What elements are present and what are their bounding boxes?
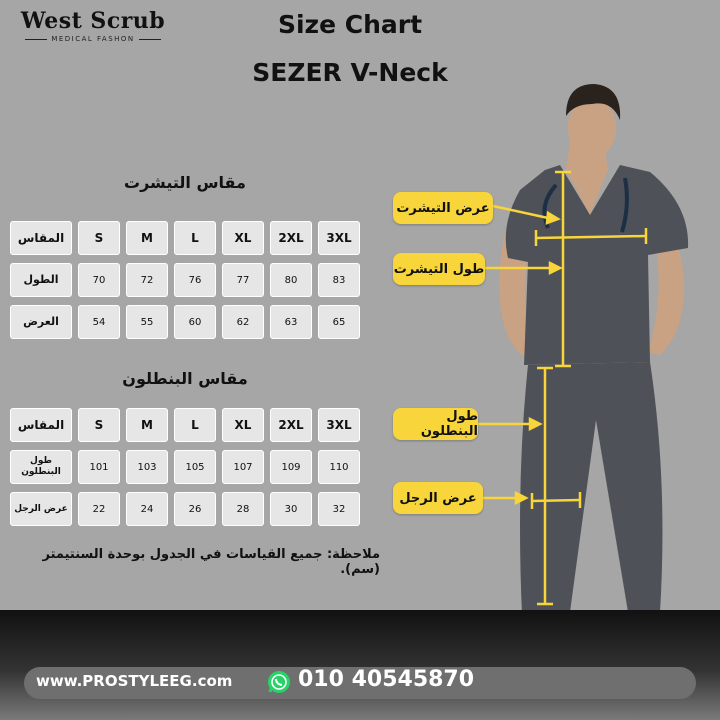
row-label-pants-length: طول البنطلون xyxy=(10,450,72,484)
table-cell: 107 xyxy=(222,450,264,484)
table-cell: 55 xyxy=(126,305,168,339)
page-title: Size Chart xyxy=(277,10,423,39)
table-cell: 26 xyxy=(174,492,216,526)
row-label-length: الطول xyxy=(10,263,72,297)
table-cell: 22 xyxy=(78,492,120,526)
callout-shirt-width: عرض التيشرت xyxy=(393,192,493,224)
size-column-header: 3XL xyxy=(318,221,360,255)
row-label-width: العرض xyxy=(10,305,72,339)
table-cell: 62 xyxy=(222,305,264,339)
table-cell: 101 xyxy=(78,450,120,484)
size-column-header: XL xyxy=(222,221,264,255)
footer-bar xyxy=(0,610,720,720)
table-cell: 28 xyxy=(222,492,264,526)
size-column-header: L xyxy=(174,221,216,255)
table-cell: 70 xyxy=(78,263,120,297)
table-cell: 63 xyxy=(270,305,312,339)
size-header-cell: المقاس xyxy=(10,221,72,255)
table-cell: 83 xyxy=(318,263,360,297)
size-column-header: 2XL xyxy=(270,408,312,442)
model-illustration xyxy=(499,84,690,648)
phone-number[interactable]: 010 40545870 xyxy=(298,667,475,692)
table-cell: 60 xyxy=(174,305,216,339)
product-name: SEZER V-Neck xyxy=(252,58,448,87)
size-column-header: S xyxy=(78,408,120,442)
table-cell: 110 xyxy=(318,450,360,484)
table-cell: 32 xyxy=(318,492,360,526)
whatsapp-icon xyxy=(266,669,292,695)
table-cell: 80 xyxy=(270,263,312,297)
table-cell: 54 xyxy=(78,305,120,339)
table-cell: 77 xyxy=(222,263,264,297)
size-header-cell: المقاس xyxy=(10,408,72,442)
table-cell: 103 xyxy=(126,450,168,484)
size-column-header: M xyxy=(126,221,168,255)
units-note: ملاحظة: جميع القياسات في الجدول بوحدة السنتيمتر (سم). xyxy=(42,547,380,577)
callout-pants-length: طول البنطلون xyxy=(393,408,478,440)
table-cell: 105 xyxy=(174,450,216,484)
size-column-header: 3XL xyxy=(318,408,360,442)
row-label-leg-width: عرض الرجل xyxy=(10,492,72,526)
table-cell: 24 xyxy=(126,492,168,526)
table-cell: 30 xyxy=(270,492,312,526)
pants-chart-title: مقاس البنطلون xyxy=(122,369,248,388)
callout-shirt-length: طول التيشرت xyxy=(393,253,485,285)
size-column-header: M xyxy=(126,408,168,442)
callout-leg-width: عرض الرجل xyxy=(393,482,483,514)
size-column-header: 2XL xyxy=(270,221,312,255)
website-link[interactable]: www.PROSTYLEEG.com xyxy=(36,672,233,690)
table-cell: 72 xyxy=(126,263,168,297)
brand-tagline: MEDICAL FASHON xyxy=(51,35,135,43)
tshirt-chart-title: مقاس التيشرت xyxy=(124,173,246,192)
table-cell: 109 xyxy=(270,450,312,484)
table-cell: 76 xyxy=(174,263,216,297)
brand-name: West Scrub xyxy=(20,8,166,34)
size-column-header: L xyxy=(174,408,216,442)
table-cell: 65 xyxy=(318,305,360,339)
size-column-header: XL xyxy=(222,408,264,442)
size-column-header: S xyxy=(78,221,120,255)
